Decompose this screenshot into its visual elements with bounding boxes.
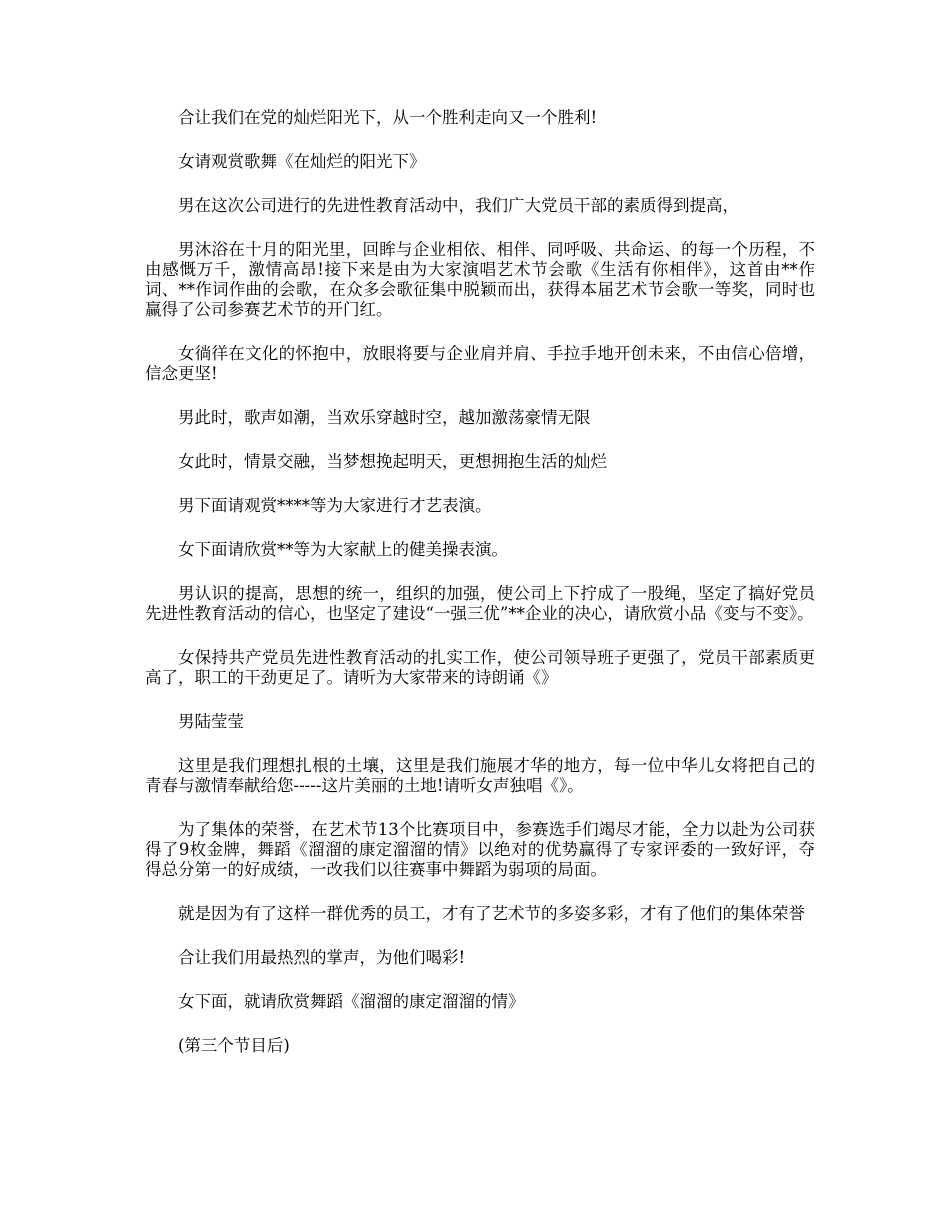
document-page — [145, 108, 815, 1080]
paragraph: 女请观赏歌舞《在灿烂的阳光下》 — [178, 152, 426, 171]
paragraph: 男陆莹莹 — [178, 712, 244, 731]
paragraph: 合让我们用最热烈的掌声，为他们喝彩! — [178, 948, 466, 967]
paragraph: 女此时，情景交融，当梦想挽起明天，更想拥抱生活的灿烂 — [178, 452, 607, 471]
paragraph: 合让我们在党的灿烂阳光下，从一个胜利走向又一个胜利! — [178, 108, 598, 127]
paragraph: 男此时，歌声如潮，当欢乐穿越时空，越加激荡豪情无限 — [178, 408, 591, 427]
paragraph: (第三个节目后) — [178, 1036, 290, 1055]
paragraph: 为了集体的荣誉，在艺术节13个比赛项目中，参赛选手们竭尽才能，全力以赴为公司获得了9枚金牌，舞蹈《溜溜的康定溜溜的情》以绝对的优势赢得了专家评委的一致好评，夺得总分第一的好成绩，一改我们以往赛事中舞蹈为弱项的局面。 — [145, 820, 815, 879]
paragraph: 男在这次公司进行的先进性教育活动中，我们广大党员干部的素质得到提高， — [178, 196, 739, 215]
paragraph: 女徜徉在文化的怀抱中，放眼将要与企业肩并肩、手拉手地开创未来，不由信心倍增，信念更坚! — [145, 344, 815, 383]
paragraph: 男下面请观赏****等为大家进行才艺表演。 — [178, 496, 492, 515]
paragraph: 女下面，就请欣赏舞蹈《溜溜的康定溜溜的情》 — [178, 992, 525, 1011]
paragraph: 男沐浴在十月的阳光里，回眸与企业相依、相伴、同呼吸、共命运、的每一个历程，不由感慨万千，激情高昂!接下来是由为大家演唱艺术节会歌《生活有你相伴》，这首由**作词、**作词作曲的会歌，在众多会歌征集中脱颖而出，获得本届艺术节会歌一等奖，同时也赢得了公司参赛艺术节的开门红。 — [145, 240, 815, 319]
paragraph: 男认识的提高，思想的统一，组织的加强，使公司上下拧成了一股绳，坚定了搞好党员先进性教育活动的信心，也坚定了建设“一强三优”**企业的决心，请欣赏小品《变与不变》。 — [145, 584, 815, 623]
paragraph: 这里是我们理想扎根的土壤，这里是我们施展才华的地方，每一位中华儿女将把自己的青春与激情奉献给您-----这片美丽的土地!请听女声独唱《》。 — [145, 756, 815, 795]
paragraph: 女下面请欣赏**等为大家献上的健美操表演。 — [178, 540, 508, 559]
paragraph: 女保持共产党员先进性教育活动的扎实工作，使公司领导班子更强了，党员干部素质更高了，职工的干劲更足了。请听为大家带来的诗朗诵《》 — [145, 648, 815, 687]
paragraph: 就是因为有了这样一群优秀的员工，才有了艺术节的多姿多彩，才有了他们的集体荣誉 — [178, 904, 805, 923]
